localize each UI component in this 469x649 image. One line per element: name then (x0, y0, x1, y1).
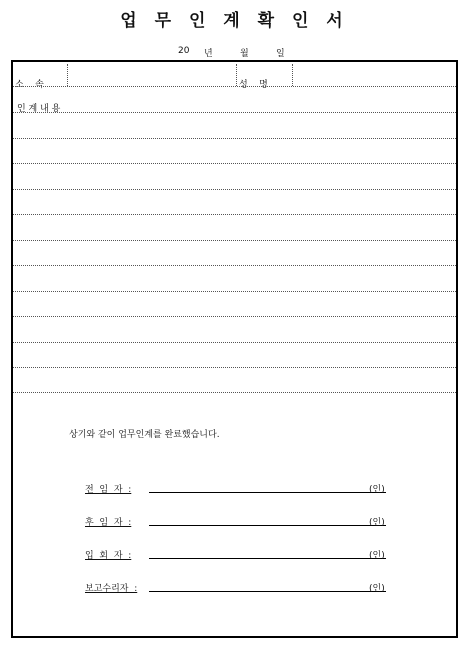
predecessor-seal: (인) (369, 485, 385, 495)
content-ruled-line (13, 214, 456, 215)
predecessor-label: 전 임 자 : (85, 485, 132, 495)
content-ruled-line (13, 189, 456, 190)
content-ruled-line (13, 112, 456, 113)
content-ruled-line (13, 316, 456, 317)
date-year-prefix: 20 (178, 46, 190, 56)
header-row-line (13, 86, 456, 87)
header-divider (67, 64, 68, 86)
confirmation-statement: 상기와 같이 업무인계를 완료했습니다. (69, 430, 220, 440)
predecessor-signature-line[interactable] (149, 492, 386, 493)
name-label: 성 명 (239, 80, 268, 90)
approver-signature-line[interactable] (149, 591, 386, 592)
date-month-label: 월 (240, 49, 249, 59)
content-ruled-line (13, 240, 456, 241)
content-ruled-line (13, 163, 456, 164)
date-year-label: 년 (204, 49, 213, 59)
content-ruled-line (13, 138, 456, 139)
witness-seal: (인) (369, 551, 385, 561)
content-ruled-line (13, 342, 456, 343)
handover-content-label: 인 계 내 용 (17, 104, 61, 114)
document-title: 업 무 인 계 확 인 서 (120, 11, 349, 31)
content-ruled-line (13, 367, 456, 368)
successor-label: 후 임 자 : (85, 518, 132, 528)
content-ruled-line (13, 392, 456, 393)
witness-signature-line[interactable] (149, 558, 386, 559)
form-frame (11, 60, 458, 638)
date-day-label: 일 (276, 49, 285, 59)
header-divider (292, 64, 293, 86)
witness-label: 입 회 자 : (85, 551, 132, 561)
successor-seal: (인) (369, 518, 385, 528)
affiliation-label: 소 속 (15, 80, 44, 90)
approver-label: 보고수리자 : (85, 584, 138, 594)
header-divider (236, 64, 237, 86)
successor-signature-line[interactable] (149, 525, 386, 526)
content-ruled-line (13, 265, 456, 266)
content-ruled-line (13, 291, 456, 292)
approver-seal: (인) (369, 584, 385, 594)
